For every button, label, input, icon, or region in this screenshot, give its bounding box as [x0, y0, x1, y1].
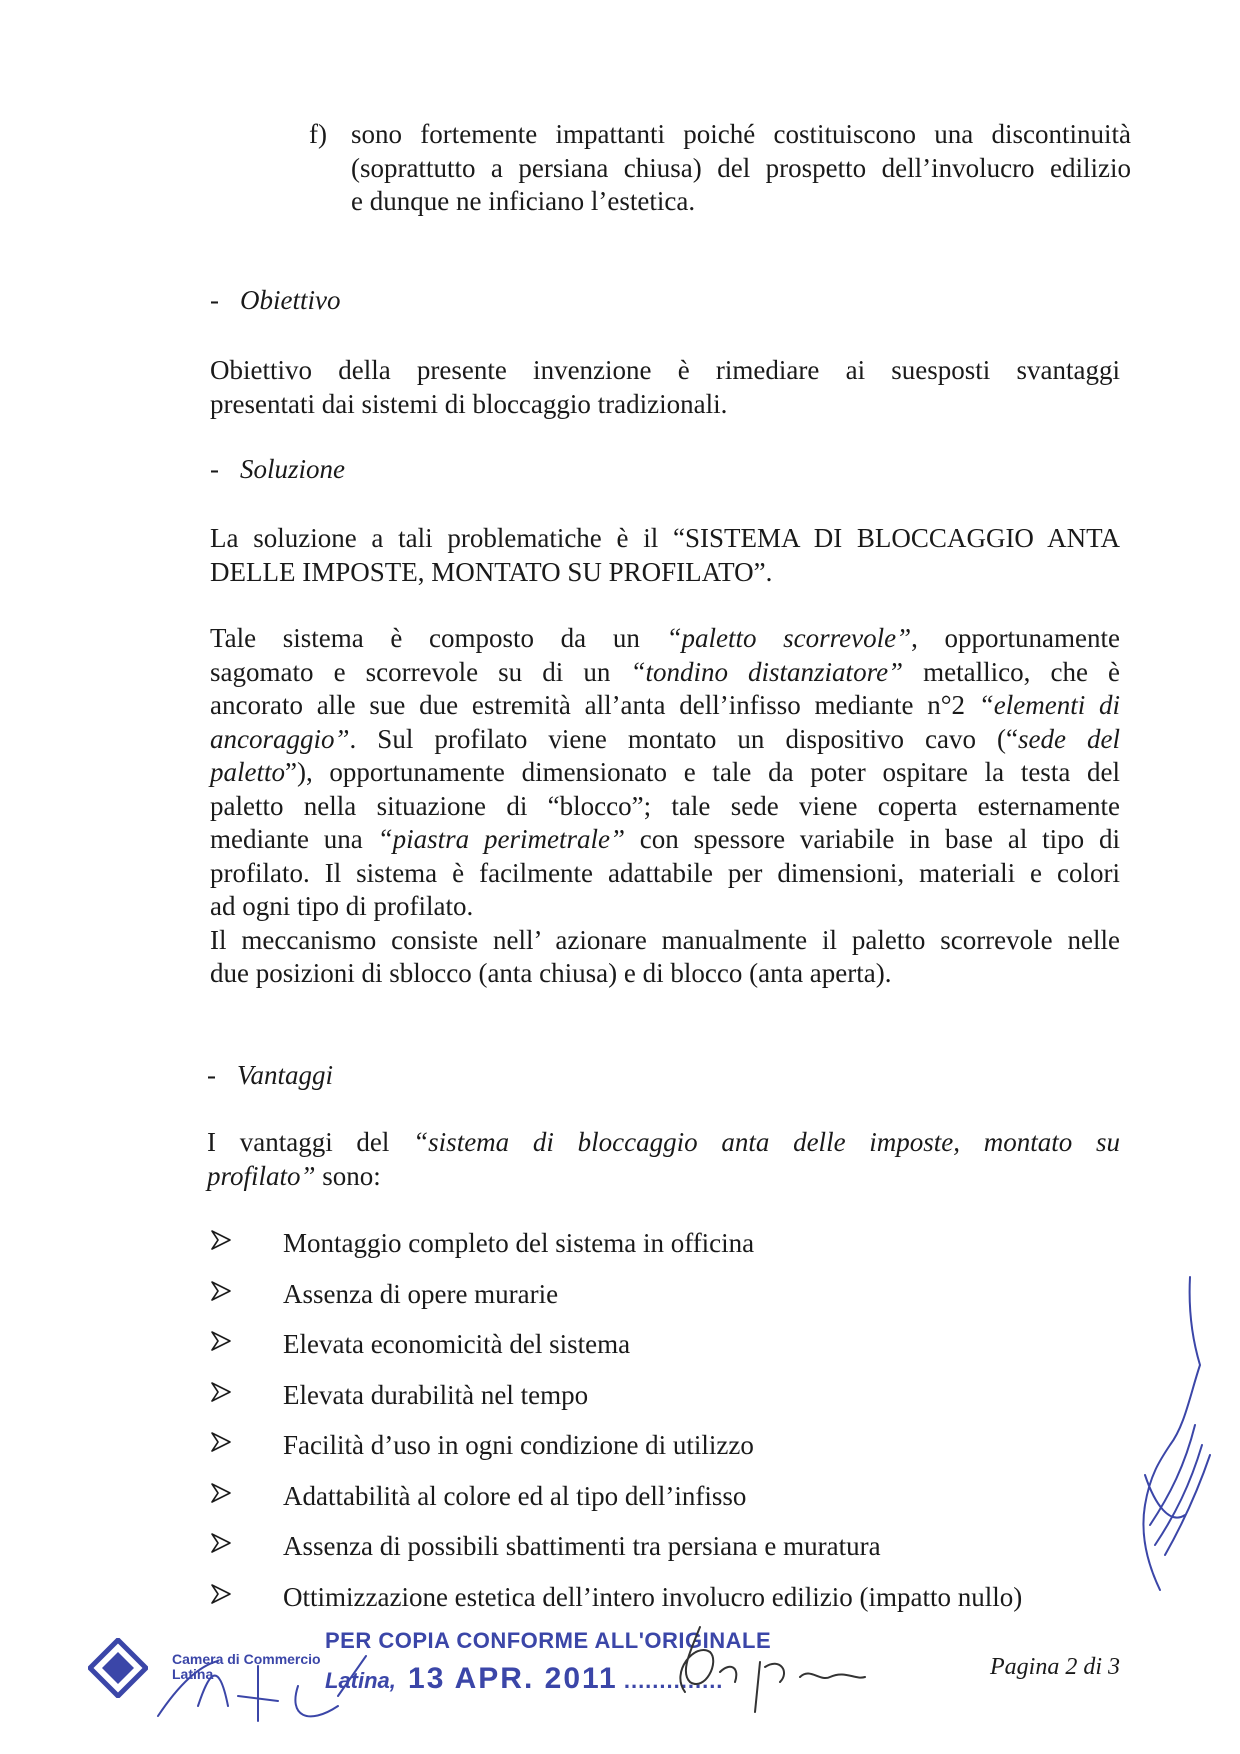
stamp-date: 13 APR. 2011: [408, 1662, 618, 1695]
paragraph-line: sono fortemente impattanti poiché costituiscono una discontinuità: [351, 119, 1131, 149]
paragraph-line: mediante una “piastra perimetrale” con spessore variabile in base al tipo di: [210, 824, 1120, 854]
list-item-text: Adattabilità al colore ed al tipo dell’infisso: [283, 1480, 747, 1511]
list-item-text: Elevata economicità del sistema: [283, 1329, 631, 1359]
list-item: [210, 1225, 1110, 1276]
arrow-bullet-icon: [210, 1330, 232, 1352]
list-item: [210, 1276, 1110, 1327]
heading-text: Vantaggi: [237, 1060, 334, 1090]
paragraph-soluzione-description: [210, 622, 1120, 991]
arrow-bullet-icon: [210, 1381, 232, 1403]
paragraph-line: e dunque ne inficiano l’estetica.: [351, 186, 696, 216]
stamp-city: Latina,: [325, 1668, 396, 1693]
paragraph-line: Obiettivo della presente invenzione è rimediare ai suesposti svantaggi: [210, 355, 1120, 385]
paragraph-line: profilato” sono:: [207, 1160, 381, 1191]
arrow-bullet-icon: [210, 1431, 232, 1453]
heading-dash: -: [207, 1060, 216, 1090]
paragraph-obiettivo: [210, 354, 1120, 421]
paragraph-line: ancoraggio”. Sul profilato viene montato un dispositivo cavo (“sede del: [210, 723, 1120, 754]
list-item: [210, 1427, 1110, 1478]
paragraph-line: ancorato alle sue due estremità all’anta dell’infisso mediante n°2 “elementi di: [210, 690, 1120, 720]
arrow-bullet-icon: [210, 1482, 232, 1504]
chamber-name: Camera di Commercio Latina: [172, 1651, 321, 1682]
section-heading-vantaggi: [207, 1059, 333, 1092]
list-item: [210, 1326, 1110, 1377]
paragraph-line: Tale sistema è composto da un “paletto scorrevole”, opportunamente: [210, 623, 1120, 653]
arrow-bullet-icon: [210, 1583, 232, 1605]
heading-text: Soluzione: [240, 454, 345, 484]
list-item-text: Assenza di possibili sbattimenti tra persiana e muratura: [283, 1531, 881, 1561]
handwritten-signature: [660, 1622, 870, 1732]
paragraph-line: Il meccanismo consiste nell’ azionare manualmente il paletto scorrevole nelle: [210, 924, 1120, 955]
stamp-date-line: Latina, 13 APR. 2011 ..............: [325, 1662, 724, 1695]
paragraph-vantaggi-intro: [207, 1126, 1120, 1193]
paragraph-line: sagomato e scorrevole su di un “tondino distanziatore” metallico, che è: [210, 656, 1120, 687]
paragraph-line: presentati dai sistemi di bloccaggio tradizionali.: [210, 388, 728, 419]
list-item-text: Montaggio completo del sistema in officina: [283, 1228, 755, 1258]
paragraph-line: profilato. Il sistema è facilmente adattabile per dimensioni, materiali e colori: [210, 857, 1120, 888]
paragraph-line: paletto”), opportunamente dimensionato e tale da poter ospitare la testa del: [210, 757, 1120, 787]
list-item-text: Assenza di opere murarie: [283, 1278, 559, 1309]
stamp-copy-text: PER COPIA CONFORME ALL'ORIGINALE: [325, 1628, 772, 1653]
paragraph-soluzione-intro: [210, 522, 1120, 589]
paragraph-line: ad ogni tipo di profilato.: [210, 891, 474, 921]
paragraph-line: paletto nella situazione di “blocco”; tale sede viene coperta esternamente: [210, 790, 1120, 821]
list-item-f: [311, 118, 1131, 219]
page-number: Pagina 2 di 3: [990, 1654, 1120, 1680]
list-item: [210, 1528, 1110, 1579]
list-item-text: Ottimizzazione estetica dell’intero involucro edilizio (impatto nullo): [283, 1581, 1023, 1612]
list-item: [210, 1478, 1110, 1529]
heading-text: Obiettivo: [240, 285, 341, 315]
paragraph-line: (soprattutto a persiana chiusa) del prospetto dell’involucro edilizio: [351, 152, 1131, 183]
arrow-bullet-icon: [210, 1229, 232, 1251]
list-marker: f): [309, 119, 327, 149]
section-heading-soluzione: [210, 453, 345, 486]
list-item-text: Facilità d’uso in ogni condizione di utilizzo: [283, 1430, 754, 1460]
advantages-list: [210, 1225, 1110, 1629]
list-item: [210, 1377, 1110, 1428]
heading-dash: -: [210, 454, 219, 484]
paragraph-line: La soluzione a tali problematiche è il “SISTEMA DI BLOCCAGGIO ANTA: [210, 523, 1120, 553]
heading-dash: -: [210, 285, 219, 315]
paragraph-line: due posizioni di sblocco (anta chiusa) e di blocco (anta aperta).: [210, 958, 892, 988]
handwritten-signature: [1130, 1275, 1220, 1595]
paragraph-line: DELLE IMPOSTE, MONTATO SU PROFILATO”.: [210, 556, 773, 587]
section-heading-obiettivo: [210, 284, 340, 317]
arrow-bullet-icon: [210, 1280, 232, 1302]
paragraph-line: I vantaggi del “sistema di bloccaggio anta delle imposte, montato su: [207, 1127, 1120, 1157]
list-item-text: Elevata durabilità nel tempo: [283, 1379, 589, 1410]
arrow-bullet-icon: [210, 1532, 232, 1554]
